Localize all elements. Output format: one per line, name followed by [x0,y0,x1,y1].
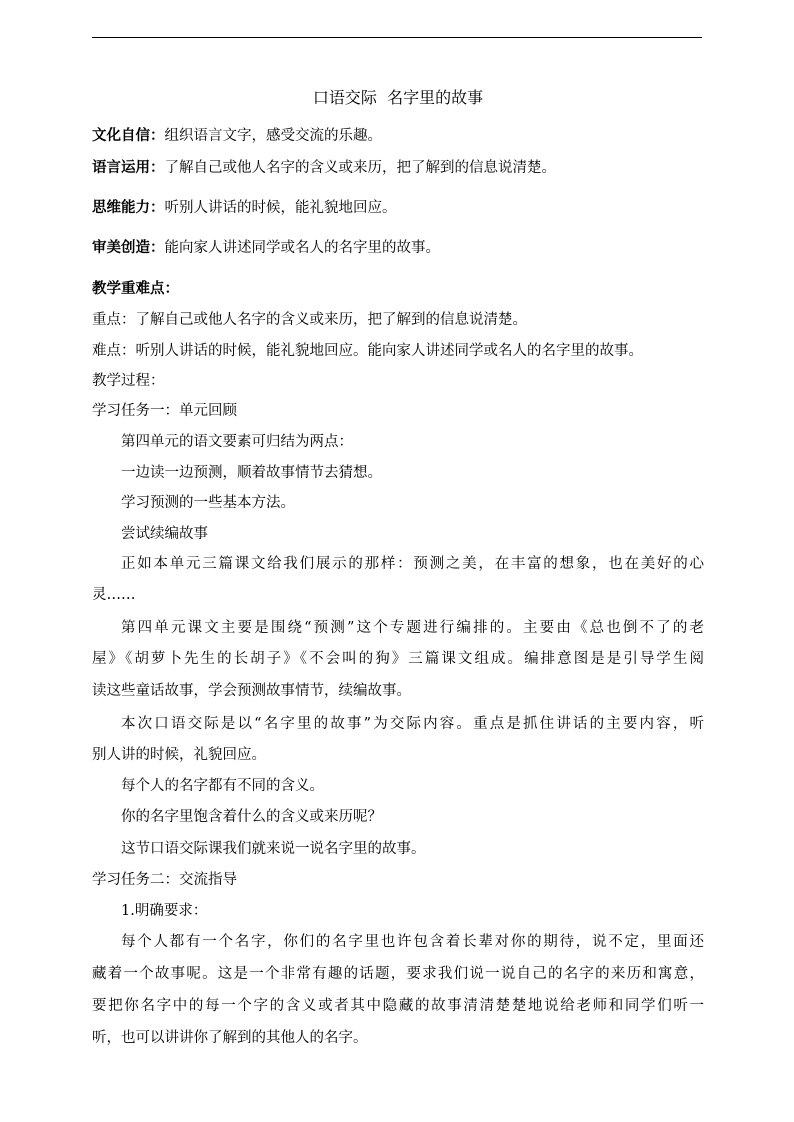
goal-culture [92,125,704,147]
header-rule [92,37,702,38]
task1-tail-line: 这节口语交际课我们就来说一说名字里的故事。 [121,841,426,857]
difficult-point: 难点：听别人讲话的时候，能礼貌地回应。能向家人讲述同学或名人的名字里的故事。 [92,343,643,359]
goal-text: 能向家人讲述同学或名人的名字里的故事。 [164,240,440,256]
key-point: 重点：了解自己或他人名字的含义或来历，把了解到的信息说清楚。 [92,312,527,328]
paragraph-line: 本次口语交际是以“名字里的故事”为交际内容。重点是抓住讲话的主要内容，听 [121,716,704,732]
goal-label: 思维能力： [92,199,165,216]
task2-item: 1.明确要求： [121,903,208,919]
goal-label: 审美创造： [92,239,165,256]
key-points-heading: 教学重难点： [92,280,179,297]
goal-label: 文化自信： [92,127,165,144]
task1-line: 一边读一边预测，顺着故事情节去猜想。 [121,465,382,481]
paragraph-line: 听，也可以讲讲你了解到的其他人的名字。 [92,1030,368,1046]
goal-aesthetic [92,237,704,259]
paragraph-line: 别人讲的时候，礼貌回应。 [92,747,266,763]
task1-tail-line: 你的名字里饱含着什么的含义或来历呢？ [121,809,382,825]
goal-text: 听别人讲话的时候，能礼貌地回应。 [164,200,397,216]
task2-heading: 学习任务二：交流指导 [92,872,237,888]
paragraph-line: 读这些童话故事，学会预测故事情节，续编故事。 [92,683,411,699]
process-heading: 教学过程： [92,373,165,389]
goal-label: 语言运用： [92,159,165,176]
paragraph-line: 灵…… [92,587,136,603]
task1-tail-line: 每个人的名字都有不同的含义。 [121,778,324,794]
goal-text: 组织语言文字，感受交流的乐趣。 [164,128,382,144]
task1-line: 尝试续编故事 [121,526,208,542]
paragraph-line: 藏着一个故事呢。这是一个非常有趣的话题，要求我们说一说自己的名字的来历和寓意， [92,966,704,982]
task1-line: 第四单元的语文要素可归结为两点： [121,434,353,450]
goal-language [92,157,704,179]
task1-heading: 学习任务一：单元回顾 [92,403,237,419]
paragraph-line: 第四单元课文主要是围绕“预测”这个专题进行编排的。主要由《总也倒不了的老 [121,620,704,636]
document-title: 口语交际 名字里的故事 [312,88,484,107]
paragraph-line: 正如本单元三篇课文给我们展示的那样：预测之美，在丰富的想象，也在美好的心 [121,556,704,572]
goal-text: 了解自己或他人名字的含义或来历，把了解到的信息说清楚。 [164,160,556,176]
paragraph-line: 每个人都有一个名字，你们的名字里也许包含着长辈对你的期待，说不定，里面还 [121,934,704,950]
goal-thinking [92,197,704,219]
task1-line: 学习预测的一些基本方法。 [121,495,295,511]
paragraph-line: 要把你名字中的每一个字的含义或者其中隐藏的故事清清楚楚地说给老师和同学们听一 [92,998,704,1014]
paragraph-line: 屋》《胡萝卜先生的长胡子》《不会叫的狗》三篇课文组成。编排意图是是引导学生阅 [92,651,704,667]
